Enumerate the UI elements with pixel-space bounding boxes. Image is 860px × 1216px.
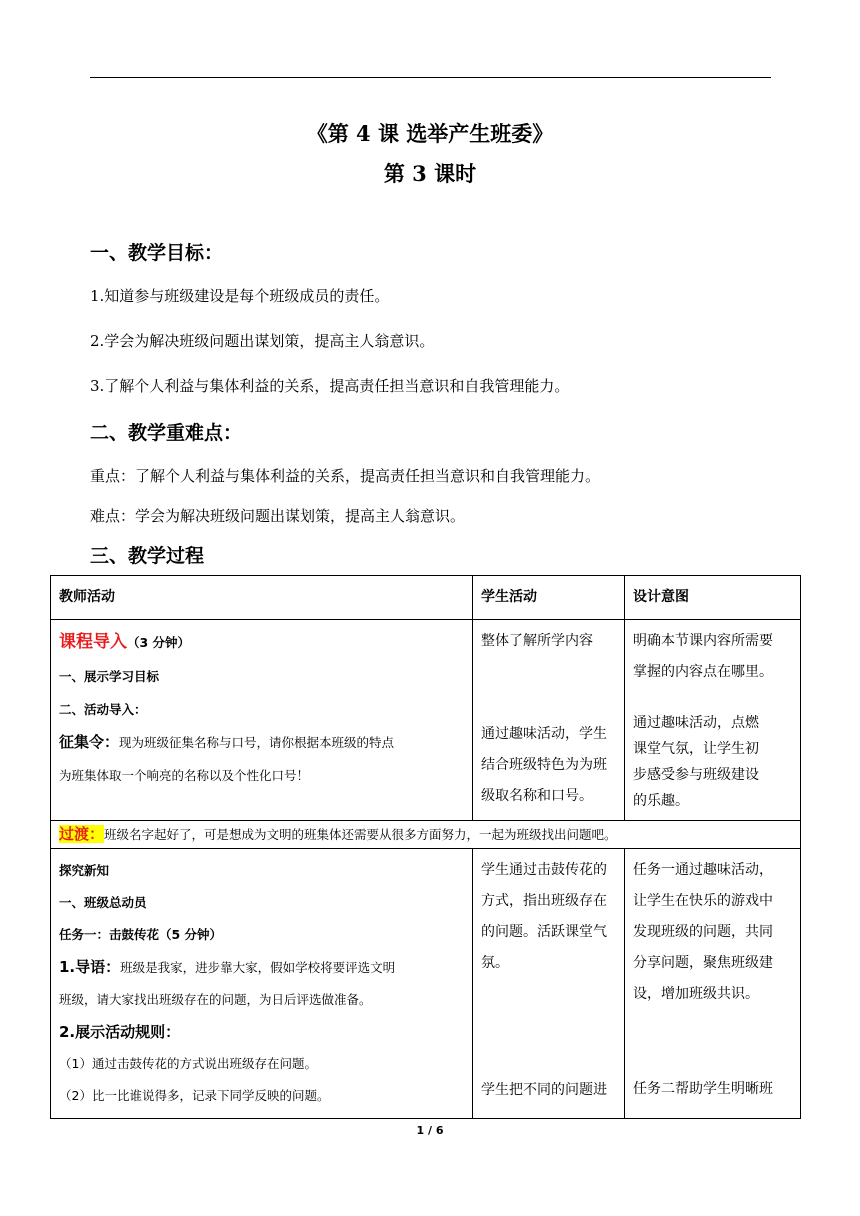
intent-text: 通过趣味活动，点燃 — [633, 715, 759, 731]
student-text: 通过趣味活动，学生 — [481, 726, 607, 742]
student-text: 结合班级特色为为班 — [481, 757, 607, 773]
intent-text: 任务二帮助学生明晰班 — [633, 1081, 773, 1097]
intent-text: 任务一通过趣味活动， — [633, 862, 773, 878]
student-text: 方式，指出班级存在 — [481, 893, 607, 909]
intent-text: 掌握的内容点在哪里。 — [633, 664, 773, 680]
student-text: 氛。 — [481, 955, 509, 971]
intent-text: 设，增加班级共识。 — [633, 986, 759, 1002]
show-goals: 一、展示学习目标 — [59, 669, 160, 684]
document-subtitle: 第 3 课时 — [383, 161, 477, 186]
call-text-cont: 为班集体取一个响亮的名称以及个性化口号！ — [59, 768, 310, 783]
part-heading: 一、班级总动员 — [59, 895, 147, 910]
teacher-cell — [51, 849, 473, 1119]
header-rule — [90, 77, 771, 78]
rule-item: （1）通过击鼓传花的方式说出班级存在问题。 — [59, 1056, 317, 1071]
rules-heading: 2.展示活动规则： — [59, 1023, 181, 1041]
call-line — [59, 726, 464, 759]
student-text: 学生通过击鼓传花的 — [481, 862, 607, 878]
goal-item: 1.知道参与班级建设是每个班级成员的责任。 — [90, 287, 390, 305]
task-heading: 任务一：击鼓传花（5 分钟） — [59, 927, 223, 942]
transition-cell — [51, 821, 801, 849]
goal-item: 3.了解个人利益与集体利益的关系，提高责任担当意识和自我管理能力。 — [90, 377, 570, 395]
goal-item: 2.学会为解决班级问题出谋划策，提高主人翁意识。 — [90, 332, 435, 350]
table-header-row — [51, 576, 801, 620]
process-heading: 三、教学过程 — [90, 545, 205, 567]
intent-text: 分享问题，聚焦班级建 — [633, 955, 773, 971]
intent-text: 课堂气氛，让学生初 — [633, 741, 759, 757]
intent-text: 步感受参与班级建设 — [633, 767, 759, 783]
transition-label: 过渡： — [59, 825, 105, 843]
header-teacher: 教师活动 — [51, 576, 473, 620]
header-intent: 设计意图 — [625, 576, 801, 620]
header-student: 学生活动 — [473, 576, 625, 620]
intent-cell — [625, 620, 801, 821]
intro-title: 课程导入 — [59, 632, 127, 652]
transition-row — [51, 821, 801, 849]
spacer — [481, 979, 616, 1075]
transition-text: 班级名字起好了，可是想成为文明的班集体还需要从很多方面努力，一起为班级找出问题吧。 — [104, 827, 617, 842]
student-text: 级取名称和口号。 — [481, 788, 593, 804]
call-text: 现为班级征集名称与口号，请你根据本班级的特点 — [119, 735, 395, 750]
guide-label: 1.导语： — [59, 958, 121, 976]
table-row — [51, 620, 801, 821]
intent-cell — [625, 849, 801, 1119]
lesson-table — [50, 575, 801, 1119]
student-text: 的问题。活跃课堂气 — [481, 924, 607, 940]
spacer — [633, 1010, 792, 1074]
call-label: 征集令： — [59, 733, 120, 751]
intro-time: （3 分钟） — [127, 635, 191, 650]
teacher-cell — [51, 620, 473, 821]
guide-line — [59, 951, 464, 984]
explore-heading: 探究新知 — [59, 863, 110, 878]
intent-text: 发现班级的问题，共同 — [633, 924, 773, 940]
spacer — [481, 657, 616, 719]
student-cell — [473, 620, 625, 821]
guide-text: 班级是我家，进步靠大家，假如学校将要评选文明 — [120, 960, 396, 975]
rule-item: （2）比一比谁说得多，记录下同学反映的问题。 — [59, 1088, 330, 1103]
student-text: 学生把不同的问题进 — [481, 1082, 607, 1098]
student-cell — [473, 849, 625, 1119]
key-point: 重点：了解个人利益与集体利益的关系，提高责任担当意识和自我管理能力。 — [90, 467, 601, 485]
guide-text-cont: 班级，请大家找出班级存在的问题，为日后评选做准备。 — [59, 992, 372, 1007]
intent-text: 让学生在快乐的游戏中 — [633, 893, 773, 909]
spacer — [633, 688, 792, 710]
intent-text: 明确本节课内容所需要 — [633, 633, 773, 649]
page-number: 1 / 6 — [416, 1124, 444, 1137]
intent-text: 的乐趣。 — [633, 793, 689, 809]
document-title: 《第 4 课 选举产生班委》 — [306, 121, 554, 146]
table-row — [51, 849, 801, 1119]
activity-intro: 二、活动导入： — [59, 702, 147, 717]
difficult-point: 难点：学会为解决班级问题出谋划策，提高主人翁意识。 — [90, 507, 466, 525]
intro-line — [59, 626, 464, 660]
goals-heading: 一、教学目标： — [90, 242, 224, 264]
keys-heading: 二、教学重难点： — [90, 422, 243, 444]
student-text: 整体了解所学内容 — [481, 633, 593, 649]
